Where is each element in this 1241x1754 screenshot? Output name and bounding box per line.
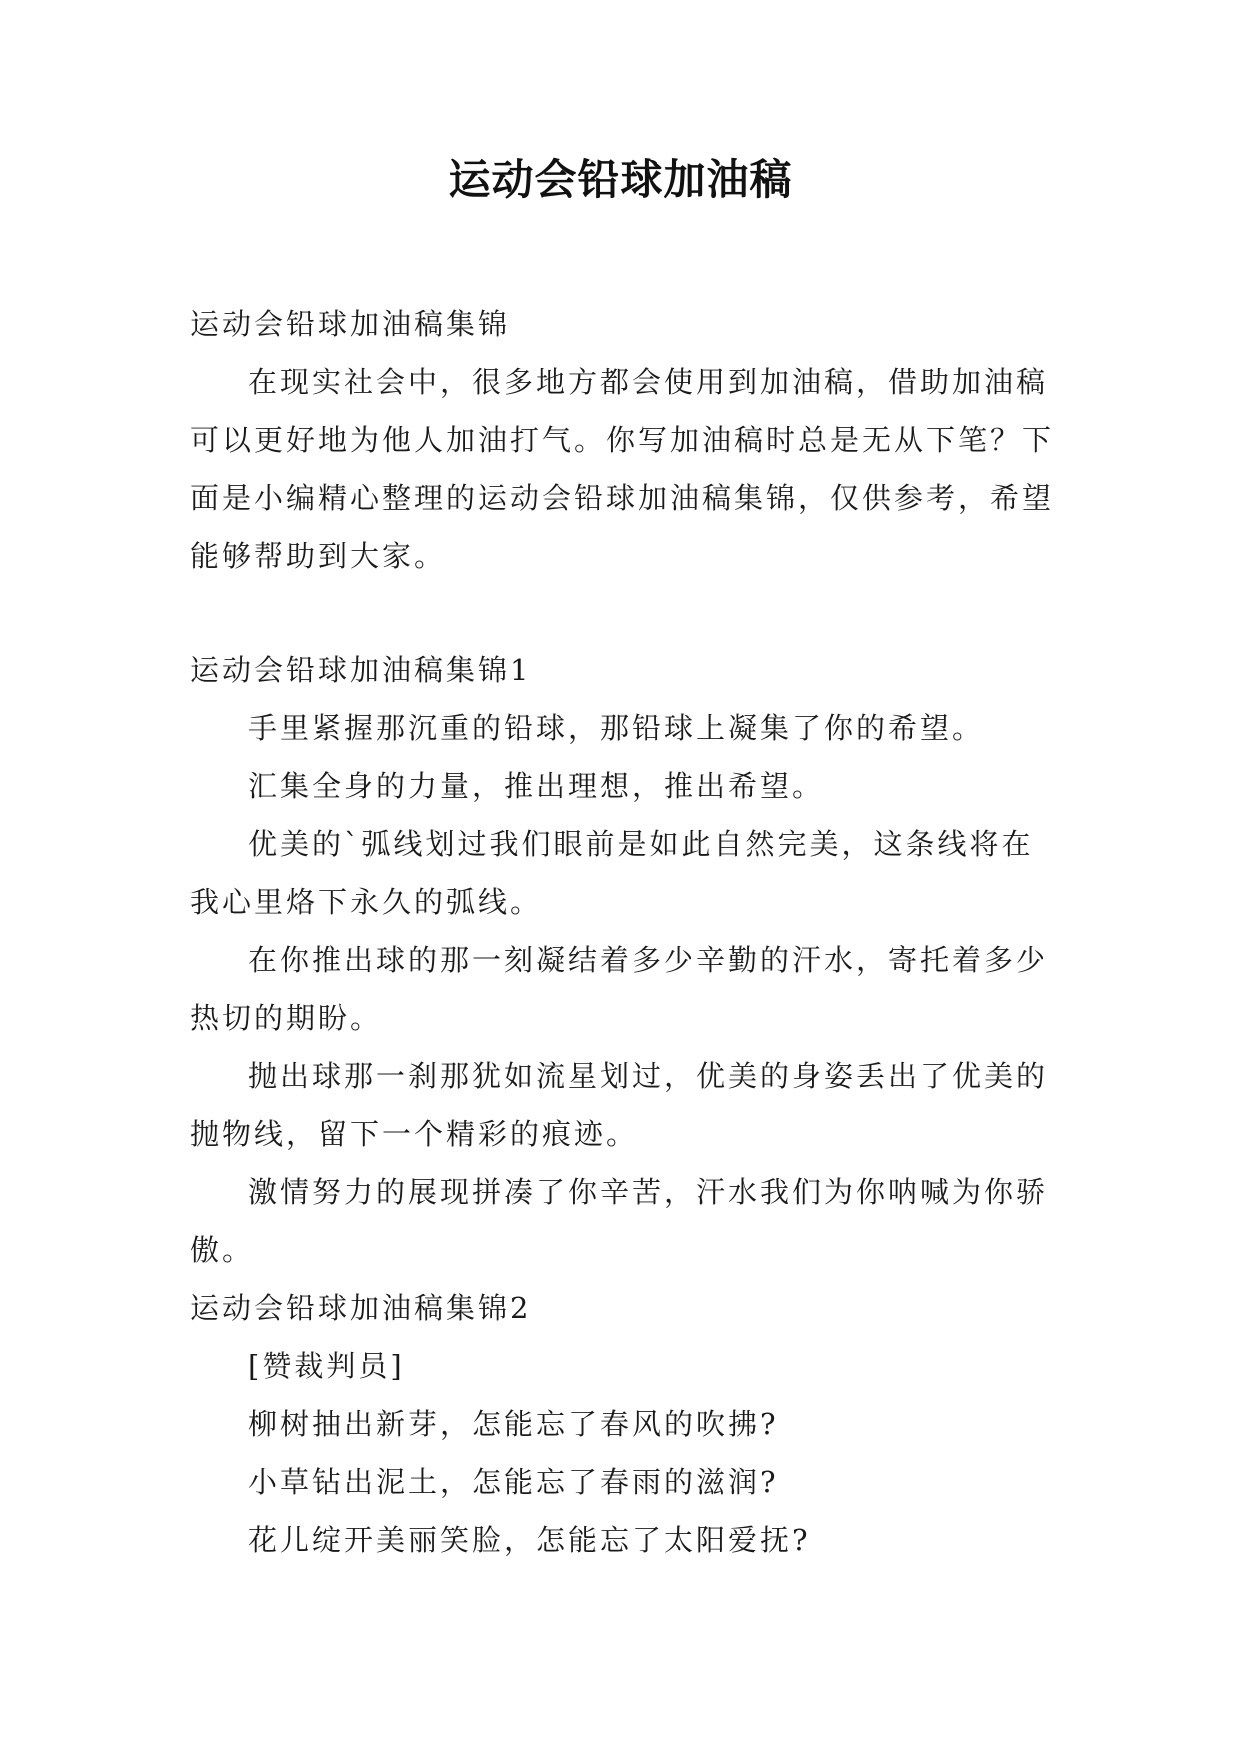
section-spacer <box>190 585 1054 641</box>
section-paragraph: 优美的`弧线划过我们眼前是如此自然完美，这条线将在我心里烙下永久的弧线。 <box>190 827 1034 919</box>
section-paragraph: 激情努力的展现拼凑了你辛苦，汗水我们为你呐喊为你骄傲。 <box>190 1175 1049 1267</box>
section-heading: 运动会铅球加油稿集锦1 <box>190 653 532 687</box>
intro-paragraph: 在现实社会中，很多地方都会使用到加油稿，借助加油稿可以更好地为他人加油打气。你写加油稿时总是无从下笔？下面是小编精心整理的运动会铅球加油稿集锦，仅供参考，希望能够帮助到大家。 <box>190 365 1055 573</box>
document-title: 运动会铅球加油稿 <box>448 155 793 204</box>
section-paragraph: [赞裁判员] <box>248 1349 405 1383</box>
intro-heading: 运动会铅球加油稿集锦 <box>190 307 511 341</box>
section-paragraph: 手里紧握那沉重的铅球，那铅球上凝集了你的希望。 <box>248 711 985 745</box>
section-paragraph: 抛出球那一刹那犹如流星划过，优美的身姿丢出了优美的抛物线，留下一个精彩的痕迹。 <box>190 1059 1049 1151</box>
section-paragraph: 花儿绽开美丽笑脸，怎能忘了太阳爱抚? <box>248 1523 811 1557</box>
section-paragraph: 在你推出球的那一刻凝结着多少辛勤的汗水，寄托着多少热切的期盼。 <box>190 943 1049 1035</box>
section-paragraph: 汇集全身的力量，推出理想，推出希望。 <box>248 769 825 803</box>
section-paragraph: 柳树抽出新芽，怎能忘了春风的吹拂? <box>248 1407 779 1441</box>
section-heading: 运动会铅球加油稿集锦2 <box>190 1291 532 1325</box>
section-paragraph: 小草钻出泥土，怎能忘了春雨的滋润? <box>248 1465 779 1499</box>
document-body <box>190 295 1054 1569</box>
